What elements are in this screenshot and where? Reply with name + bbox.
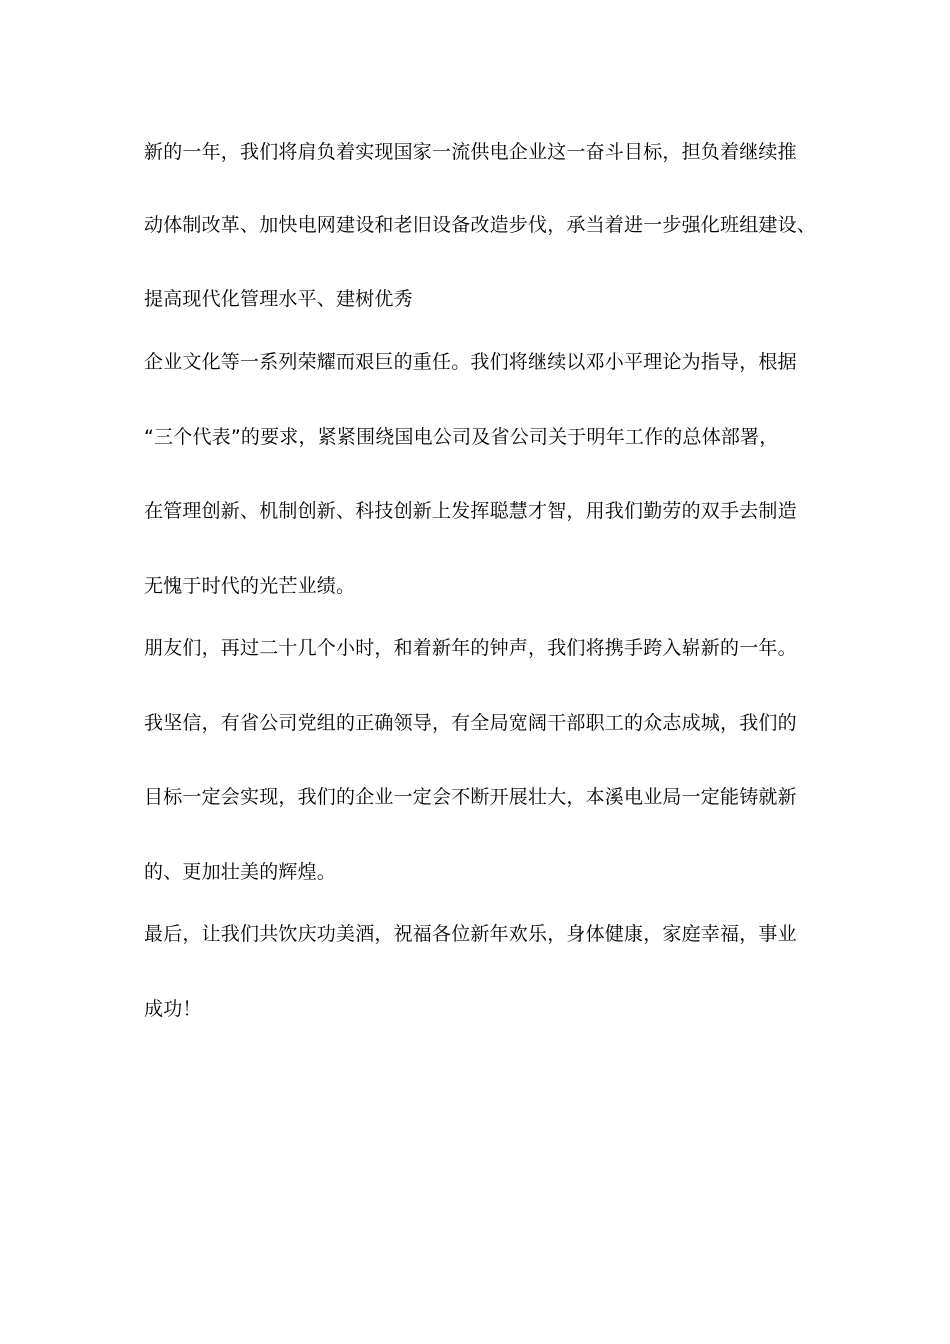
text-line: 我坚信，有省公司党组的正确领导，有全局宽阔干部职工的众志成城，我们的 — [144, 712, 797, 734]
text-line: 目标一定会实现，我们的企业一定会不断开展壮大，本溪电业局一定能铸就新 — [144, 786, 797, 808]
text-line: 最后，让我们共饮庆功美酒，祝福各位新年欢乐，身体健康，家庭幸福，事业 — [144, 923, 797, 945]
text-line: 动体制改革、加快电网建设和老旧设备改造步伐，承当着进一步强化班组建设、 — [144, 214, 817, 236]
text-line: 朋友们，再过二十几个小时，和着新年的钟声，我们将携手跨入崭新的一年。 — [144, 637, 797, 659]
text-line: 新的一年，我们将肩负着实现国家一流供电企业这一奋斗目标，担负着继续推 — [144, 141, 797, 163]
text-line: 无愧于时代的光芒业绩。 — [144, 575, 356, 597]
text-line: “三个代表”的要求，紧紧围绕国电公司及省公司关于明年工作的总体部署， — [144, 426, 779, 448]
text-line: 在管理创新、机制创新、科技创新上发挥聪慧才智，用我们勤劳的双手去制造 — [144, 500, 797, 522]
text-line: 成功！ — [144, 998, 202, 1020]
text-line: 企业文化等一系列荣耀而艰巨的重任。我们将继续以邓小平理论为指导，根据 — [144, 351, 797, 373]
text-line: 的、更加壮美的辉煌。 — [144, 861, 337, 883]
text-line: 提高现代化管理水平、建树优秀 — [144, 288, 413, 310]
